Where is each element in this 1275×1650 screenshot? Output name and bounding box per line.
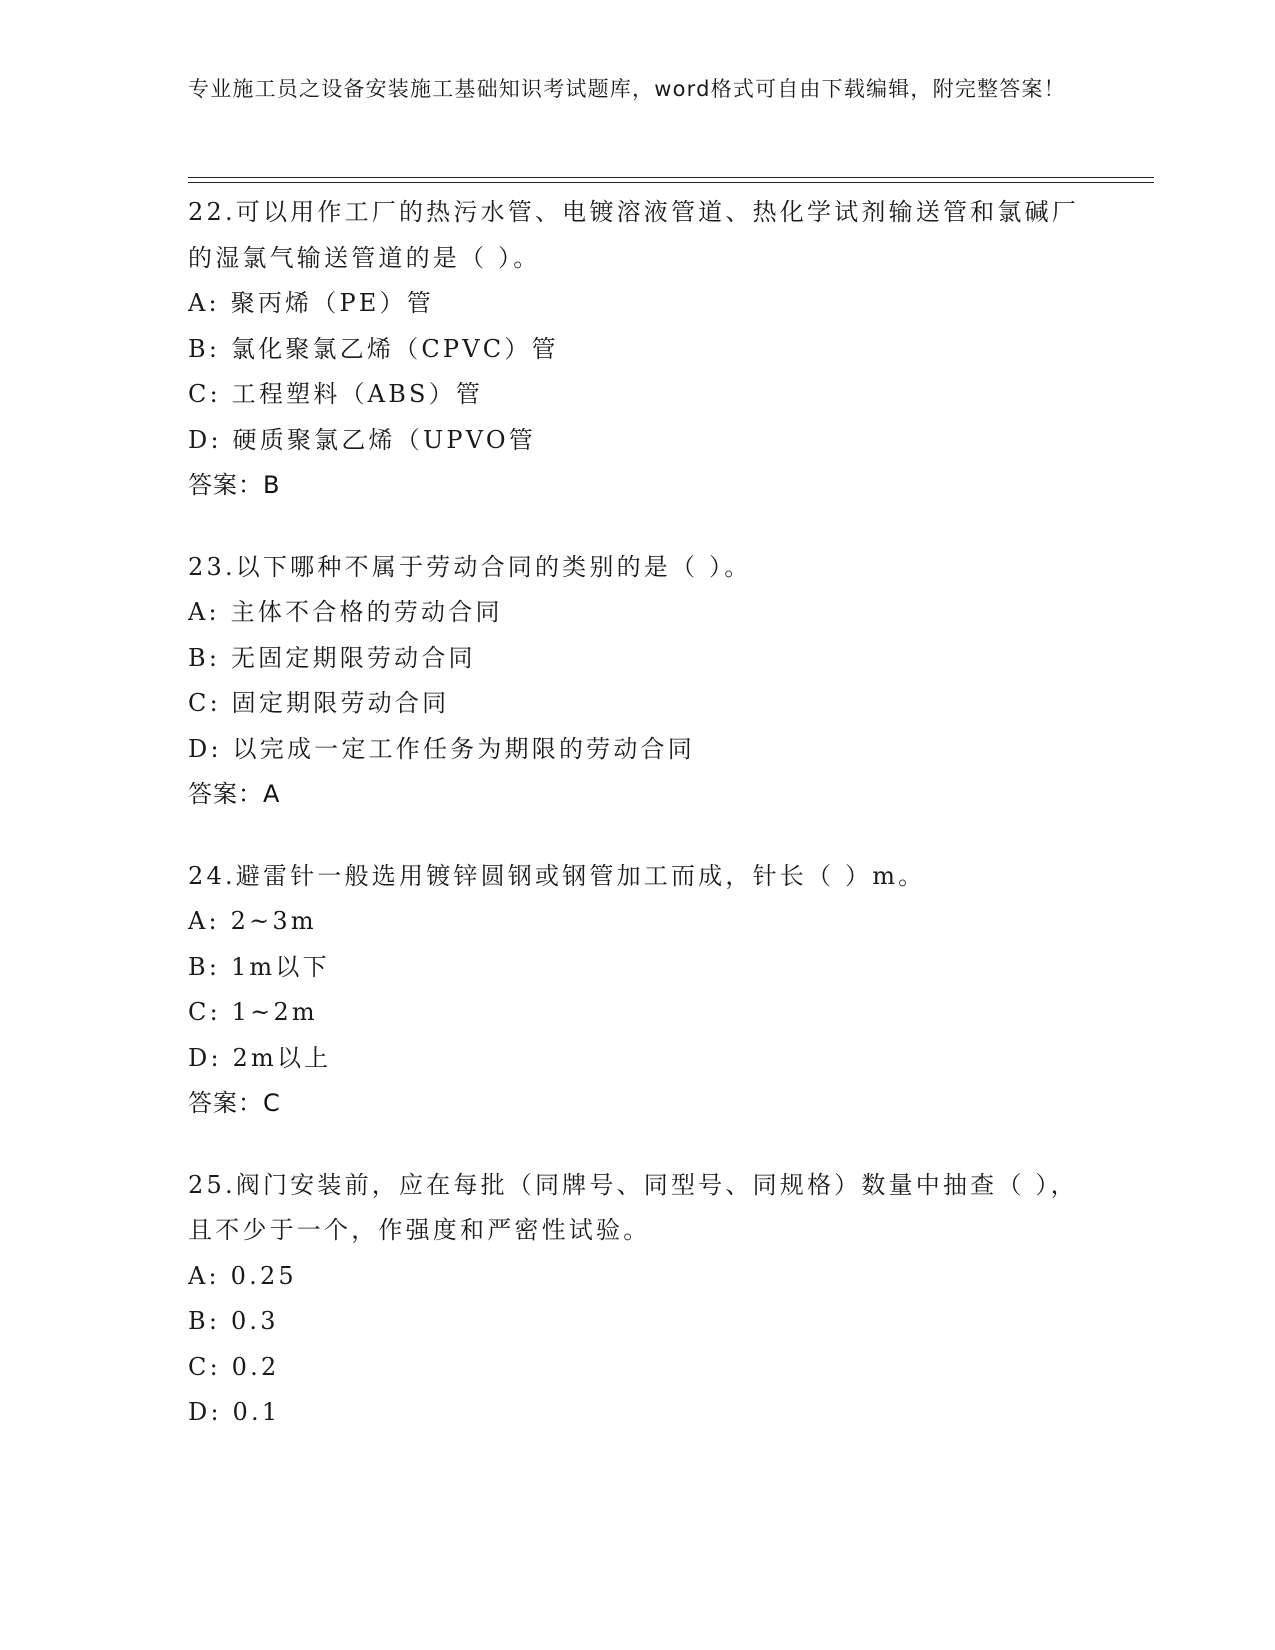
option-d: D: 以完成一定工作任务为期限的劳动合同 <box>188 734 695 763</box>
option-b: B: 无固定期限劳动合同 <box>188 643 476 672</box>
option-c: C: 1~2m <box>188 998 318 1026</box>
header-divider-top <box>188 177 1154 178</box>
option-c: C: 0.2 <box>188 1352 280 1381</box>
question-22 <box>188 190 1088 509</box>
document-header-intro: 专业施工员之设备安装施工基础知识考试题库，word格式可自由下载编辑，附完整答案！ <box>188 77 1066 101</box>
question-stem: 23.以下哪种不属于劳动合同的类别的是（ ）。 <box>188 552 752 581</box>
option-b: B: 氯化聚氯乙烯（CPVC）管 <box>188 334 559 363</box>
option-d: D: 2m以上 <box>188 1043 332 1072</box>
option-d: D: 0.1 <box>188 1398 281 1426</box>
question-23 <box>188 545 1088 818</box>
option-b: B: 0.3 <box>188 1307 279 1335</box>
answer-label: 答案：C <box>188 1089 281 1117</box>
question-stem: 25.阀门安装前，应在每批（同牌号、同型号、同规格）数量中抽查（ ），且不少于一个，作强度和严密性试验。 <box>188 1170 1078 1244</box>
option-a: A: 聚丙烯（PE）管 <box>188 289 434 317</box>
option-b: B: 1m以下 <box>188 952 330 981</box>
question-list <box>188 190 1088 1472</box>
question-stem: 24.避雷针一般选用镀锌圆钢或钢管加工而成，针长（ ）m。 <box>188 861 926 890</box>
question-stem: 22.可以用作工厂的热污水管、电镀溶液管道、热化学试剂输送管和氯碱厂的湿氯气输送管道的是（ ）。 <box>188 198 1079 272</box>
option-a: A: 主体不合格的劳动合同 <box>188 598 503 626</box>
option-a: A: 2~3m <box>188 907 317 935</box>
header-divider-bottom <box>188 182 1154 183</box>
question-25 <box>188 1163 1088 1436</box>
answer-label: 答案：A <box>188 780 281 808</box>
question-24 <box>188 854 1088 1127</box>
option-c: C: 固定期限劳动合同 <box>188 689 450 717</box>
option-d: D: 硬质聚氯乙烯（UPVO管 <box>188 425 536 454</box>
option-c: C: 工程塑料（ABS）管 <box>188 380 484 408</box>
answer-label: 答案：B <box>188 471 281 499</box>
option-a: A: 0.25 <box>188 1261 297 1290</box>
